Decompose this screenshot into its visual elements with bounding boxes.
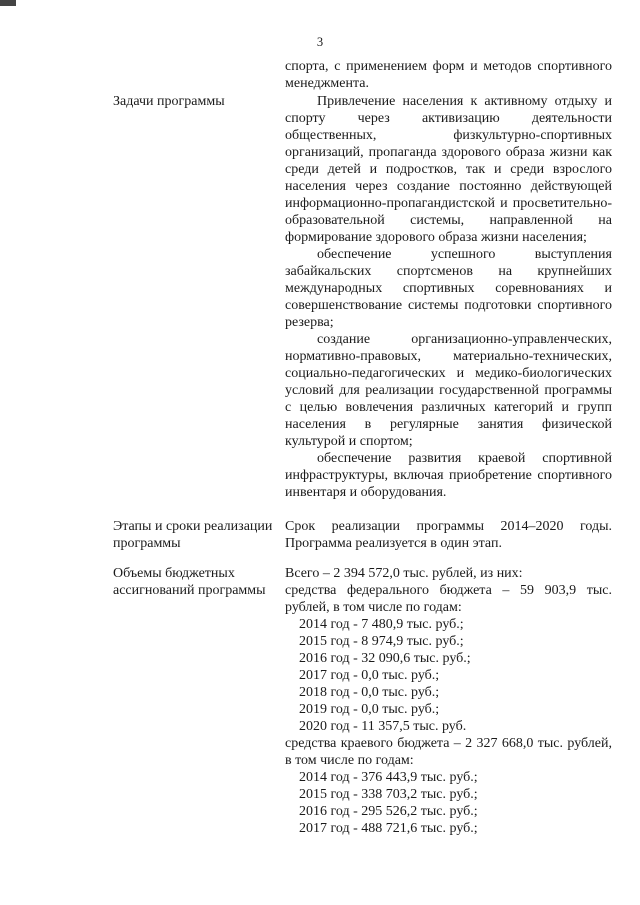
federal-intro: средства федерального бюджета – 59 903,9 тыс. рублей, в том числе по годам: (285, 583, 612, 615)
federal-year-item: 2014 год - 7 480,9 тыс. руб.; (299, 617, 464, 632)
continuation-text (285, 58, 612, 92)
task-paragraph: обеспечение развития краевой спортивной инфраструктуры, включая приобретение спортивного инвентаря и оборудования. (285, 451, 612, 500)
continuation-paragraph: спорта, с применением форм и методов спортивного менеджмента. (285, 59, 612, 91)
federal-year-item: 2015 год - 8 974,9 тыс. руб.; (299, 634, 464, 649)
federal-year-item: 2016 год - 32 090,6 тыс. руб.; (299, 651, 471, 666)
tasks-content (285, 93, 612, 501)
federal-year-item: 2017 год - 0,0 тыс. руб.; (299, 668, 440, 683)
federal-year-item: 2018 год - 0,0 тыс. руб.; (299, 685, 440, 700)
federal-year-item: 2019 год - 0,0 тыс. руб.; (299, 702, 440, 717)
stages-label: Этапы и сроки реализации программы (113, 519, 273, 551)
scan-corner-mark (0, 0, 16, 6)
stages-content (285, 518, 612, 552)
regional-year-item: 2015 год - 338 703,2 тыс. руб.; (299, 787, 478, 802)
page-number: 3 (316, 35, 324, 49)
tasks-label: Задачи программы (113, 94, 225, 109)
regional-year-item: 2017 год - 488 721,6 тыс. руб.; (299, 821, 478, 836)
regional-intro: средства краевого бюджета – 2 327 668,0 тыс. рублей, в том числе по годам: (285, 736, 612, 768)
funding-label: Объемы бюджетных ассигнований программы (113, 566, 266, 598)
stages-text: Срок реализации программы 2014–2020 годы. Программа реализуется в один этап. (285, 519, 612, 551)
funding-total: Всего – 2 394 572,0 тыс. рублей, из них: (285, 566, 523, 581)
funding-content (285, 565, 612, 837)
regional-year-item: 2014 год - 376 443,9 тыс. руб.; (299, 770, 478, 785)
regional-year-item: 2016 год - 295 526,2 тыс. руб.; (299, 804, 478, 819)
task-paragraph: Привлечение населения к активному отдыху и спорту через активизацию деятельности общественных, физкультурно-спортивных организаций, пропаганда здорового образа жизни как среди детей и подростков, так и среди взрослого населения через создание постоянно действующей информационно-пропагандистской и просветительно-образовательной системы, направленной на формирование здорового образа жизни населения; (285, 94, 612, 245)
task-paragraph: обеспечение успешного выступления забайкальских спортсменов на крупнейших международных спортивных соревнованиях и совершенствование системы подготовки спортивного резерва; (285, 247, 612, 330)
task-paragraph: создание организационно-управленческих, нормативно-правовых, материально-технических, социально-педагогических и медико-биологических условий для реализации государственной программы с целью вовлечения различных категорий и групп населения в регулярные занятия физической культурой и спортом; (285, 332, 612, 449)
federal-year-item: 2020 год - 11 357,5 тыс. руб. (299, 719, 467, 734)
